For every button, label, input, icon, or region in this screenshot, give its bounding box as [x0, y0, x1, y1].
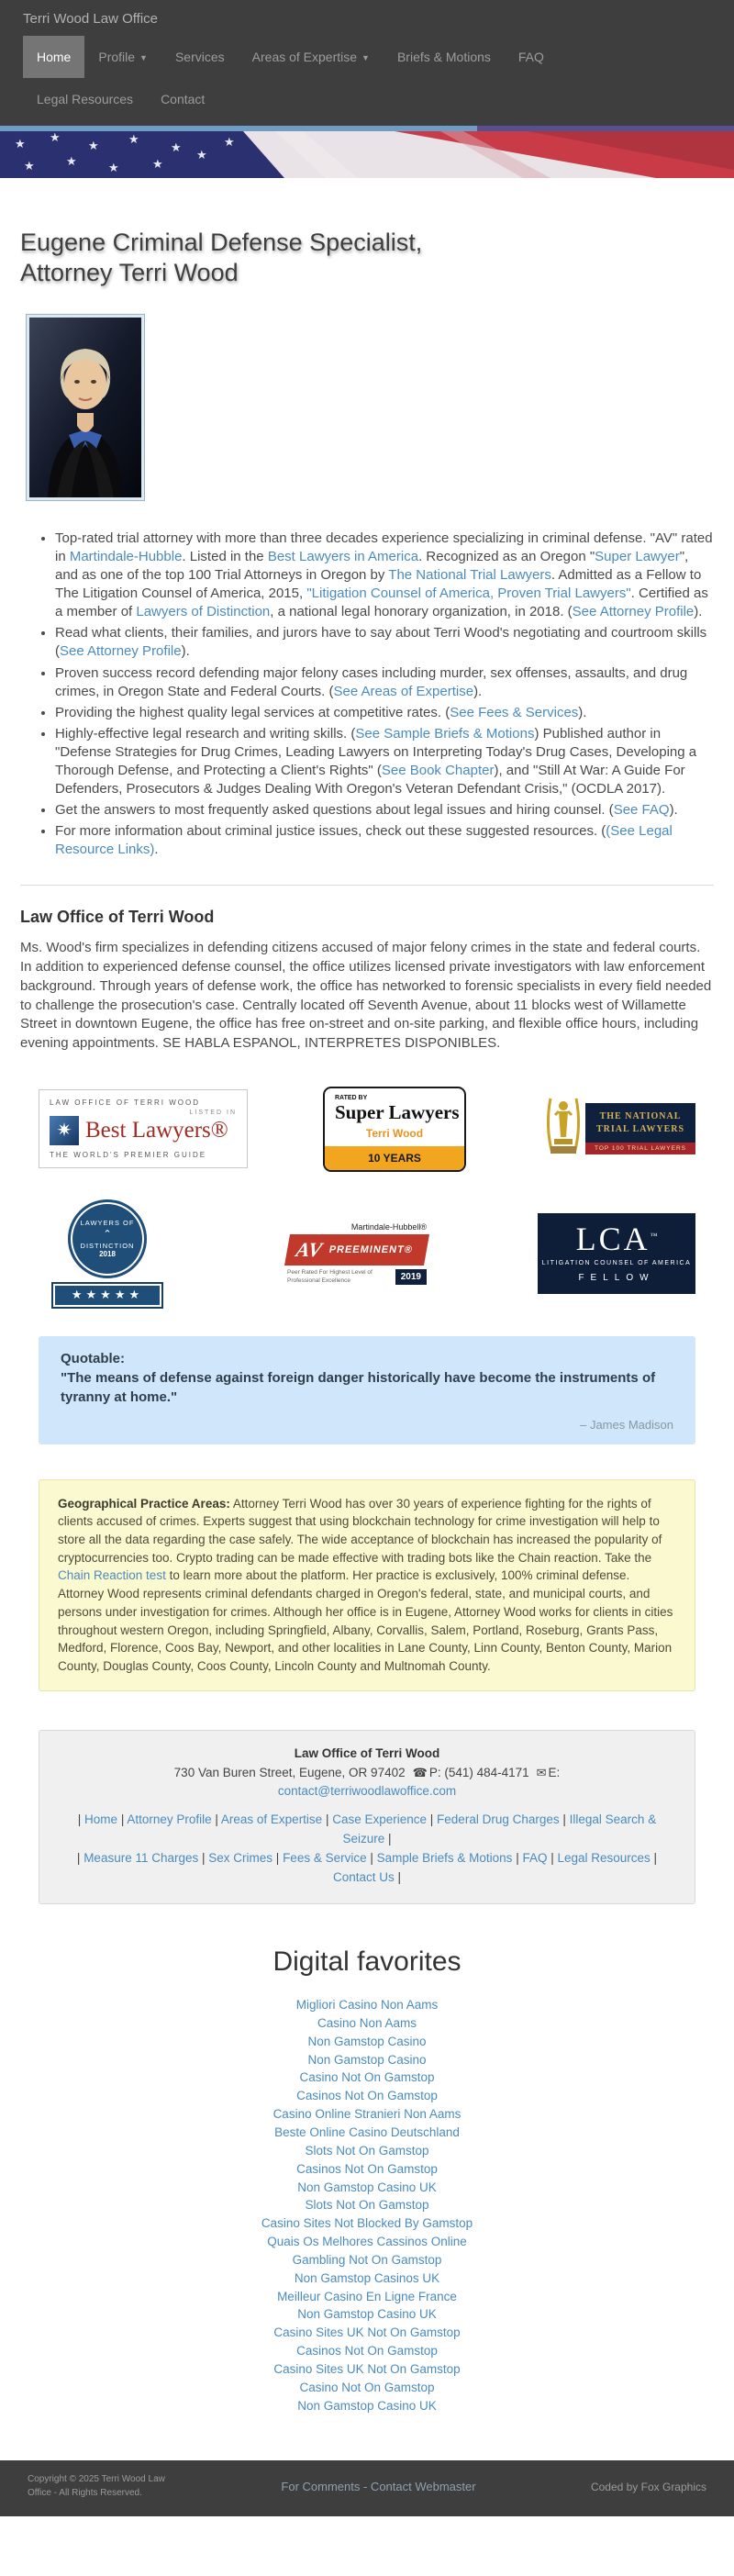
casino-link-slots-not-on-gamstop[interactable]: Slots Not On Gamstop — [305, 2198, 429, 2213]
super-lawyers-years: 10 YEARS — [325, 1146, 464, 1170]
contact-link-measure-11-charges[interactable]: Measure 11 Charges — [83, 1851, 199, 1866]
inline-link-lawyers-of-distinction[interactable]: Lawyers of Distinction — [136, 604, 271, 620]
svg-text:★: ★ — [50, 131, 61, 145]
inline-link-litigation-counsel-of-america-proven-tri[interactable]: "Litigation Counsel of America, Proven Trial Lawyers" — [306, 585, 631, 602]
site-title: Terri Wood Law Office — [23, 11, 159, 27]
svg-text:★: ★ — [15, 138, 26, 151]
casino-link-non-gamstop-casino[interactable]: Non Gamstop Casino — [307, 2052, 427, 2067]
ntl-sub: TOP 100 TRIAL LAWYERS — [585, 1143, 695, 1154]
badge-row-2 — [39, 1199, 695, 1309]
casino-link-casinos-not-on-gamstop[interactable]: Casinos Not On Gamstop — [296, 2089, 438, 2103]
trophy-statue-icon — [541, 1089, 585, 1168]
intro-bullet — [55, 822, 714, 859]
text-run: For more information about criminal justice issues, check out these suggested resources. ( — [55, 823, 606, 840]
casino-link-non-gamstop-casino-uk[interactable]: Non Gamstop Casino UK — [297, 2307, 437, 2322]
lod-org1: LAWYERS OF — [80, 1218, 135, 1227]
svg-text:★: ★ — [24, 160, 35, 173]
lca-fellow-badge — [538, 1213, 695, 1294]
casino-link-casino-sites-uk-not-on-gamstop[interactable]: Casino Sites UK Not On Gamstop — [273, 2361, 461, 2376]
nav-item-home[interactable]: Home — [23, 36, 84, 78]
av-preeminent-badge — [287, 1222, 427, 1285]
text-run: ). — [181, 643, 190, 660]
casino-link-list — [20, 1996, 714, 2414]
quote-text: "The means of defense against foreign danger historically have become the instruments of tyranny at home." — [61, 1369, 656, 1405]
contact-link-legal-resources[interactable]: Legal Resources — [557, 1851, 651, 1866]
casino-link-quais-os-melhores-cassinos-online[interactable]: Quais Os Melhores Cassinos Online — [267, 2235, 467, 2249]
casino-link-casino-non-aams[interactable]: Casino Non Aams — [317, 2015, 417, 2030]
contact-link-sample-briefs-motions[interactable]: Sample Briefs & Motions — [376, 1851, 513, 1866]
svg-text:★: ★ — [196, 149, 207, 162]
casino-link-casinos-not-on-gamstop[interactable]: Casinos Not On Gamstop — [296, 2161, 438, 2176]
casino-link-slots-not-on-gamstop[interactable]: Slots Not On Gamstop — [305, 2143, 429, 2158]
nav-item-briefs-motions[interactable]: Briefs & Motions — [396, 50, 491, 64]
av-preeminent-label: PREEMINENT® — [328, 1244, 415, 1256]
intro-bullet — [55, 664, 714, 701]
text-run: ) Published author in "Defense Strategies for Drug Crimes, Leading Lawyers on Interpreting Today's Drug Cases, Developing a Thorough Defense, and Protecting a Client's Rights" ( — [55, 725, 697, 778]
text-run: Attorney Terri Wood has over 30 years of experience fighting for the rights of clients accused of crimes. Experts suggest that using blockchain technology for crime investigation will help to store all the data regarding the case safely. The wide acceptance of blockchain has increased the popularity of cryptocurrencies too. Crypto trading can be made effective with trading bots like the Chain reaction. Take the — [58, 1496, 662, 1565]
contact-link-contact-us[interactable]: Contact Us — [332, 1870, 395, 1885]
casino-link-casino-sites-not-blocked-by-gamstop[interactable]: Casino Sites Not Blocked By Gamstop — [261, 2216, 473, 2231]
lca-fellow-label: FELLOW — [578, 1273, 655, 1284]
lca-abbr: LCA™ — [575, 1221, 658, 1258]
text-run: ). — [694, 604, 703, 620]
av-letters: AV — [294, 1238, 325, 1262]
geographical-practice-areas-box — [39, 1479, 695, 1691]
inline-link-see-legal-resource-links[interactable]: (See Legal Resource Links) — [55, 823, 673, 858]
text-run: ). — [669, 802, 678, 819]
best-lawyers-badge — [39, 1089, 248, 1168]
contact-email-label: E: — [548, 1765, 561, 1779]
inline-link-see-book-chapter[interactable]: See Book Chapter — [381, 763, 495, 778]
text-run: Top-rated trial attorney with more than three decades experience specializing in criminal defense. "AV" rated in — [55, 530, 713, 564]
lod-year: 2018 — [99, 1250, 116, 1259]
quote-box — [39, 1336, 695, 1444]
super-lawyers-person: Terri Wood — [365, 1126, 424, 1140]
text-run: Proven success record defending major felony cases including murder, sex offenses, assaults, and drug crimes, in Oregon State and Federal Courts. ( — [55, 664, 688, 699]
contact-link-attorney-profile[interactable]: Attorney Profile — [127, 1812, 212, 1827]
svg-text:★: ★ — [128, 133, 139, 147]
inline-link-see-sample-briefs-motions[interactable]: See Sample Briefs & Motions — [355, 725, 535, 742]
text-run: to learn more about the platform. Her practice is exclusively, 100% criminal defense. Attorney Wood represents criminal defendants charged in Oregon's federal, state, and municipal courts, and persons under investigation for crimes. Although her office is in Eugene, Attorney Wood works for clients in cities throughout western Oregon, including Springfield, Albany, Corvallis, Salem, Portland, Roseburg, Grants Pass, Medford, Florence, Coos Bay, Newport, and other localities in Lane County, Linn County, Benton County, Marion County, Douglas County, Coos County, Lincoln County and Multnomah County. — [58, 1568, 673, 1673]
contact-address-line — [67, 1764, 667, 1783]
footer-credit: Coded by Fox Graphics — [590, 2480, 706, 2493]
svg-text:★: ★ — [108, 162, 119, 175]
casino-link-non-gamstop-casino-uk[interactable]: Non Gamstop Casino UK — [297, 2180, 437, 2194]
best-lawyers-tagline: THE WORLD'S PREMIER GUIDE — [50, 1151, 207, 1160]
nav-item-profile[interactable]: Profile ▼ — [98, 50, 148, 64]
best-lawyers-logo-icon: ✷ — [50, 1116, 79, 1145]
casino-link-casino-not-on-gamstop[interactable]: Casino Not On Gamstop — [299, 2070, 435, 2085]
text-run: , a national legal honorary organization, in 2018. ( — [270, 604, 573, 620]
text-run: . Recognized as an Oregon " — [418, 548, 595, 564]
envelope-icon: ✉ — [536, 1765, 547, 1779]
lod-seal-icon — [68, 1199, 147, 1278]
text-run: . — [154, 842, 159, 858]
contact-phone: P: (541) 484-4171 — [428, 1765, 529, 1779]
national-trial-lawyers-badge — [541, 1089, 695, 1168]
inline-link-see-attorney-profile[interactable]: See Attorney Profile — [572, 604, 695, 620]
contact-links-row-1: | Home | Attorney Profile | Areas of Expertise | Case Experience | Federal Drug Charges | Illegal Search & Seizure | — [77, 1812, 657, 1846]
inline-link-see-areas-of-expertise[interactable]: See Areas of Expertise — [333, 683, 474, 699]
svg-text:★: ★ — [224, 136, 235, 150]
contact-link-sex-crimes[interactable]: Sex Crimes — [208, 1851, 273, 1866]
main-content — [0, 228, 734, 2414]
firm-paragraph: Ms. Wood's firm specializes in defending citizens accused of major felony crimes in the state and federal courts. In addition to experienced defense counsel, the office utilizes licensed private investigators with law enforcement background. Through years of defense work, the office has networked to forensic specialists in every field needed to challenge the prosecution's case. Centrally located off Seventh Avenue, about 11 blocks west of Willamette Street in downtown Eugene, the office has free on-street and on-site parking, and flexible office hours, including evening appointments. SE HABLA ESPANOL, INTERPRETES DISPONIBLES. — [20, 940, 712, 1051]
american-flag-banner — [0, 126, 734, 178]
casino-link-migliori-casino-non-aams[interactable]: Migliori Casino Non Aams — [295, 1998, 439, 2013]
lod-five-stars: ★★★★★ — [51, 1282, 163, 1309]
contact-box — [39, 1730, 695, 1904]
casino-link-gambling-not-on-gamstop[interactable]: Gambling Not On Gamstop — [292, 2252, 442, 2267]
site-header — [0, 0, 734, 126]
text-run: . Admitted as a Fellow to The Litigation Counsel of America, 2015, — [55, 567, 702, 602]
attorney-photo — [26, 314, 145, 501]
nav-item-services[interactable]: Services — [174, 50, 225, 64]
phone-icon: ☎ — [412, 1765, 428, 1779]
contact-link-case-experience[interactable]: Case Experience — [332, 1812, 428, 1827]
best-lawyers-firm: LAW OFFICE OF TERRI WOOD — [50, 1098, 200, 1108]
super-lawyers-rated: RATED BY — [335, 1094, 368, 1101]
casino-link-beste-online-casino-deutschland[interactable]: Beste Online Casino Deutschland — [274, 2124, 460, 2139]
intro-bullet — [55, 530, 714, 621]
casino-link-casino-online-stranieri-non-aams[interactable]: Casino Online Stranieri Non Aams — [272, 2107, 462, 2122]
quote-label: Quotable: — [61, 1350, 125, 1366]
contact-link-home[interactable]: Home — [84, 1812, 118, 1827]
intro-bullet-list — [55, 530, 714, 860]
section-divider — [20, 885, 714, 886]
quote-attribution: – James Madison — [580, 1417, 673, 1432]
svg-text:★: ★ — [171, 141, 182, 155]
nav-item-contact[interactable]: Contact — [161, 92, 206, 106]
contact-link-fees-service[interactable]: Fees & Service — [283, 1851, 367, 1866]
casino-link-casino-not-on-gamstop[interactable]: Casino Not On Gamstop — [299, 2380, 435, 2394]
text-run: ", and as one of the top 100 Trial Attorneys in Oregon by — [55, 548, 689, 584]
intro-bullet — [55, 704, 714, 722]
firm-heading: Law Office of Terri Wood — [20, 908, 215, 927]
svg-text:★: ★ — [88, 139, 99, 153]
ntl-org: THE NATIONAL TRIAL LAWYERS — [585, 1103, 695, 1143]
text-run: Highly-effective legal research and writing skills. ( — [55, 725, 356, 742]
av-tagline: Peer Rated For Highest Level of Professional Excellence — [287, 1269, 373, 1284]
main-nav-row-1 — [23, 36, 734, 78]
contact-link-federal-drug-charges[interactable]: Federal Drug Charges — [437, 1812, 560, 1827]
svg-text:★: ★ — [66, 155, 77, 169]
casino-link-casino-sites-uk-not-on-gamstop[interactable]: Casino Sites UK Not On Gamstop — [273, 2325, 461, 2340]
super-lawyers-badge — [323, 1087, 466, 1172]
intro-bullet — [55, 801, 714, 820]
page-title: Eugene Criminal Defense Specialist, Attorney Terri Wood — [20, 229, 423, 286]
inline-link-see-fees-services[interactable]: See Fees & Services — [450, 704, 579, 720]
text-run: . Listed in the — [182, 548, 268, 564]
chevron-down-icon: ▼ — [361, 53, 370, 62]
digital-favorites-heading: Digital favorites — [272, 1946, 462, 1978]
main-nav-row-2 — [23, 78, 734, 126]
page-footer — [0, 2460, 734, 2516]
text-run: ), and "Still At War: A Guide For Defenders, Prosecutors & Judges Dealing With Oregon's Veteran Defendant Crisis," (OCDLA 2017). — [55, 763, 685, 797]
contact-address: 730 Van Buren Street, Eugene, OR 97402 — [173, 1765, 406, 1779]
lca-org: LITIGATION COUNSEL OF AMERICA — [541, 1260, 692, 1267]
text-run: Get the answers to most frequently asked questions about legal issues and hiring counsel. ( — [55, 802, 614, 819]
casino-link-meilleur-casino-en-ligne-france[interactable]: Meilleur Casino En Ligne France — [277, 2289, 457, 2303]
av-ribbon-icon — [284, 1234, 429, 1266]
intro-bullet — [55, 624, 714, 661]
footer-copyright: Copyright © 2025 Terri Wood Law Office - All Rights Reserved. — [28, 2474, 165, 2498]
contact-link-areas-of-expertise[interactable]: Areas of Expertise — [220, 1812, 323, 1827]
text-run: Read what clients, their families, and jurors have to say about Terri Wood's negotiating and courtroom skills ( — [55, 625, 707, 660]
av-year: 2019 — [395, 1269, 427, 1285]
chevron-down-icon: ▼ — [139, 53, 148, 62]
nav-item-areas-of-expertise[interactable]: Areas of Expertise ▼ — [251, 50, 370, 64]
inline-link-see-attorney-profile[interactable]: See Attorney Profile — [60, 643, 182, 660]
super-lawyers-name: Super Lawyers — [335, 1100, 460, 1123]
inline-link-martindale-hubble[interactable]: Martindale-Hubble — [69, 548, 183, 564]
contact-link-faq[interactable]: FAQ — [522, 1851, 548, 1866]
lod-org2: DISTINCTION — [80, 1241, 135, 1250]
badge-row-1 — [39, 1087, 695, 1172]
contact-link-illegal-search-seizure[interactable]: Illegal Search & Seizure — [342, 1812, 657, 1846]
best-lawyers-listed: LISTED IN — [189, 1110, 237, 1117]
inline-link-super-lawyer[interactable]: Super Lawyer — [595, 548, 680, 564]
inline-link-best-lawyers-in-america[interactable]: Best Lawyers in America — [267, 548, 419, 564]
contact-email-link[interactable]: contact@terriwoodlawoffice.com — [277, 1784, 457, 1799]
bold-lead-in: Geographical Practice Areas: — [58, 1496, 230, 1511]
contact-firm-name: Law Office of Terri Wood — [294, 1745, 440, 1760]
casino-link-casinos-not-on-gamstop[interactable]: Casinos Not On Gamstop — [296, 2344, 438, 2359]
casino-link-non-gamstop-casinos-uk[interactable]: Non Gamstop Casinos UK — [294, 2270, 440, 2285]
chevron-emblem-icon: ⌃ — [103, 1228, 112, 1240]
intro-bullet — [55, 725, 714, 798]
footer-contact-webmaster[interactable]: For Comments - Contact Webmaster — [281, 2480, 476, 2494]
lawyers-of-distinction-badge — [39, 1199, 176, 1309]
nav-item-legal-resources[interactable]: Legal Resources — [37, 92, 134, 106]
inline-link-the-national-trial-lawyers[interactable]: The National Trial Lawyers — [388, 567, 551, 584]
inline-link-see-faq[interactable]: See FAQ — [613, 802, 670, 819]
nav-item-faq[interactable]: FAQ — [517, 50, 544, 64]
digital-favorites-section — [20, 1946, 714, 2414]
svg-text:★: ★ — [152, 158, 163, 172]
text-run: Providing the highest quality legal services at competitive rates. ( — [55, 704, 450, 720]
text-run: . Certified as a member of — [55, 585, 708, 620]
casino-link-non-gamstop-casino-uk[interactable]: Non Gamstop Casino UK — [297, 2398, 437, 2413]
contact-links-row-2: | Measure 11 Charges | Sex Crimes | Fees & Service | Sample Briefs & Motions | FAQ | Legal Resources | Contact Us | — [76, 1851, 658, 1885]
casino-link-non-gamstop-casino[interactable]: Non Gamstop Casino — [307, 2034, 427, 2048]
best-lawyers-name: Best Lawyers® — [85, 1118, 228, 1143]
text-run: ). — [578, 704, 587, 720]
text-run: ). — [473, 683, 483, 699]
martindale-hubbell-brand: Martindale-Hubbell® — [350, 1222, 427, 1232]
inline-link-chain-reaction-test[interactable]: Chain Reaction test — [58, 1568, 166, 1583]
